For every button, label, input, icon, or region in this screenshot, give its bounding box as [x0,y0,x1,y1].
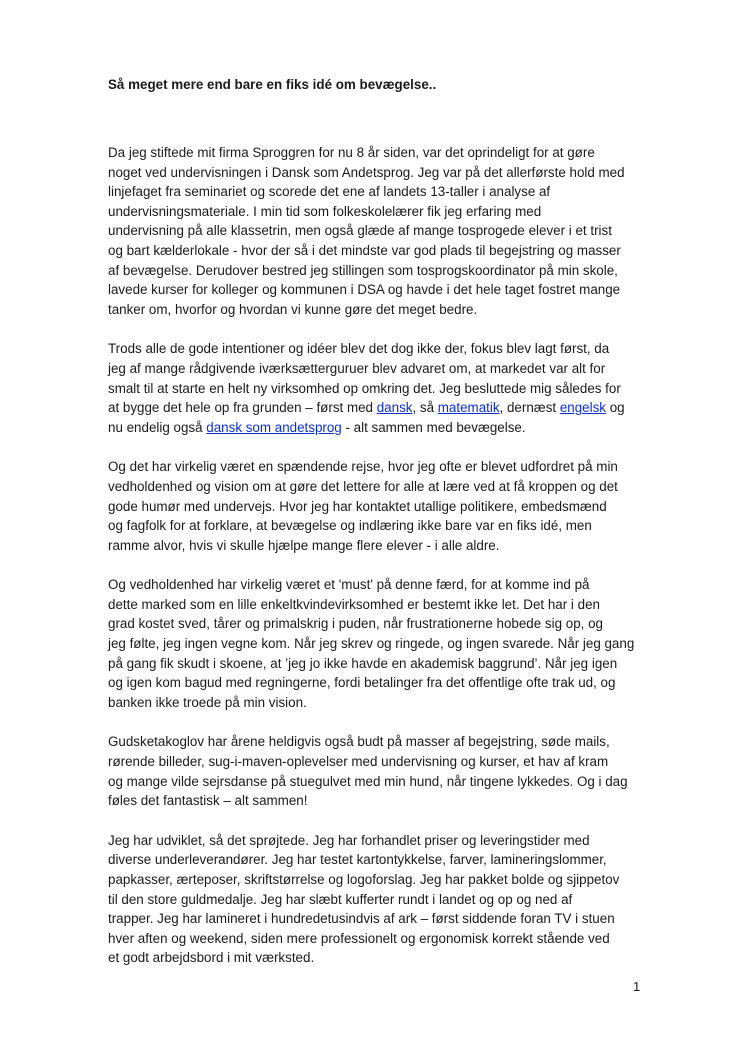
text-line: undervisningsmateriale. I min tid som folkeskolelærer fik jeg erfaring med [108,203,542,219]
text-segment: at bygge det hele op fra grunden – først med [108,400,377,416]
text-line: undervisning på alle klassetrin, men også glæde af mange tosprogede elever i et trist [108,223,612,239]
text-line: noget ved undervisningen i Dansk som Andetsprog. Jeg var på det allerførste hold med [108,164,625,180]
text-line: tanker om, hvorfor og hvordan vi kunne gøre det meget bedre. [108,301,478,317]
text-segment: , så [412,400,438,416]
text-line: banken ikke troede på min vision. [108,694,307,710]
text-line: til den store guldmedalje. Jeg har slæbt kufferter rundt i landet og op og ned af [108,891,573,907]
text-line: diverse underleverandører. Jeg har testet kartontykkelse, farver, lamineringslommer, [108,852,607,868]
paragraph-3 [108,457,648,555]
text-line: papkasser, ærteposer, skriftstørrelse og logoforslag. Jeg har pakket bolde og sjippetov [108,872,620,887]
link-matematik[interactable]: matematik [437,400,500,416]
paragraph-4 [108,575,648,712]
text-line: Trods alle de gode intentioner og idéer blev det dog ikke der, fokus blev lagt først, da [108,341,610,357]
text-segment: , dernæst [499,400,560,416]
text-line: Jeg har udviklet, så det sprøjtede. Jeg har forhandlet priser og leveringstider med [108,832,590,848]
paragraph-2 [108,339,648,437]
text-line: ramme alvor, hvis vi skulle hjælpe mange flere elever - i alle aldre. [108,537,500,553]
text-line: jeg af mange rådgivende iværksætterguruer blev advaret om, at markedet var alt for [108,360,606,376]
text-segment: nu endelig også [108,419,207,435]
text-line: Da jeg stiftede mit firma Sproggren for nu 8 år siden, var det oprindeligt for at gøre [108,145,595,160]
text-line: føles det fantastisk – alt sammen! [108,793,308,809]
text-segment: - alt sammen med bevægelse. [341,419,526,435]
document-title: Så meget mere end bare en fiks idé om bevægelse.. [108,77,437,92]
text-line-with-links [108,418,648,438]
paragraph-1 [108,143,648,319]
text-line: linjefaget fra seminariet og scorede det ene af landets 13-taller i analyse af [108,184,551,200]
text-line: Og det har virkelig været en spændende rejse, hvor jeg ofte er blevet udfordret på min [108,459,618,475]
text-line: trapper. Jeg har lamineret i hundredetusindvis af ark – først siddende foran TV i stuen [108,911,615,927]
link-engelsk[interactable]: engelsk [559,400,606,416]
paragraph-6 [108,831,648,968]
text-line: af bevægelse. Derudover bestred jeg stillingen som tosprogskoordinator på min skole, [108,262,618,278]
text-line: og bart kælderlokale - hvor der så i det mindste var god plads til begejstring og masser [108,242,621,258]
text-line: Og vedholdenhed har virkelig været et 'must' på denne færd, for at komme ind på [108,577,590,593]
text-line: vedholdenhed og vision om at gøre det lettere for alle at lære ved at få kroppen og det [108,478,618,494]
document-body [108,143,648,988]
link-dansk-som-andetsprog[interactable]: dansk som andetsprog [206,419,342,435]
text-line: lavede kurser for kolleger og kommunen i DSA og havde i det hele taget fostret mange [108,282,621,298]
text-line: Gudsketakoglov har årene heldigvis også budt på masser af begejstring, søde mails, [108,734,610,750]
link-dansk[interactable]: dansk [376,400,413,416]
text-line: et godt arbejdsbord i mit værksted. [108,950,315,966]
paragraph-5 [108,732,648,810]
page-number: 1 [633,979,641,994]
text-line: rørende billeder, sug-i-maven-oplevelser med undervisning og kurser, et hav af kram [108,754,609,770]
text-line: og fagfolk for at forklare, at bevægelse og indlæring ikke bare var en fiks idé, men [108,518,592,534]
text-line: på gang fik skudt i skoene, at ’jeg jo ikke havde en akademisk baggrund’. Når jeg igen [108,655,618,671]
text-line: hver aften og weekend, siden mere professionelt og ergonomisk korrekt stående ved [108,930,610,946]
text-segment: og [606,400,625,416]
text-line: smalt til at starte en helt ny virksomhed op omkring det. Jeg besluttede mig således for [108,380,621,396]
text-line: grad kostet sved, tårer og primalskrig i puden, når frustrationerne hobede sig op, og [108,616,603,632]
text-line: og mange vilde sejrsdanse på stuegulvet med min hund, når tingene lykkedes. Og i dag [108,773,628,789]
text-line: jeg følte, jeg ingen vegne kom. Når jeg skrev og ringede, og ingen svarede. Når jeg gang [108,636,635,652]
text-line: dette marked som en lille enkeltkvindevirksomhed er bestemt ikke let. Det har i den [108,596,600,612]
text-line: gode humør med undervejs. Hvor jeg har kontaktet utallige politikere, embedsmænd [108,498,607,514]
text-line-with-links [108,398,648,418]
text-line: og igen kom bagud med regningerne, fordi betalinger fra det offentlige ofte trak ud, og [108,675,616,691]
